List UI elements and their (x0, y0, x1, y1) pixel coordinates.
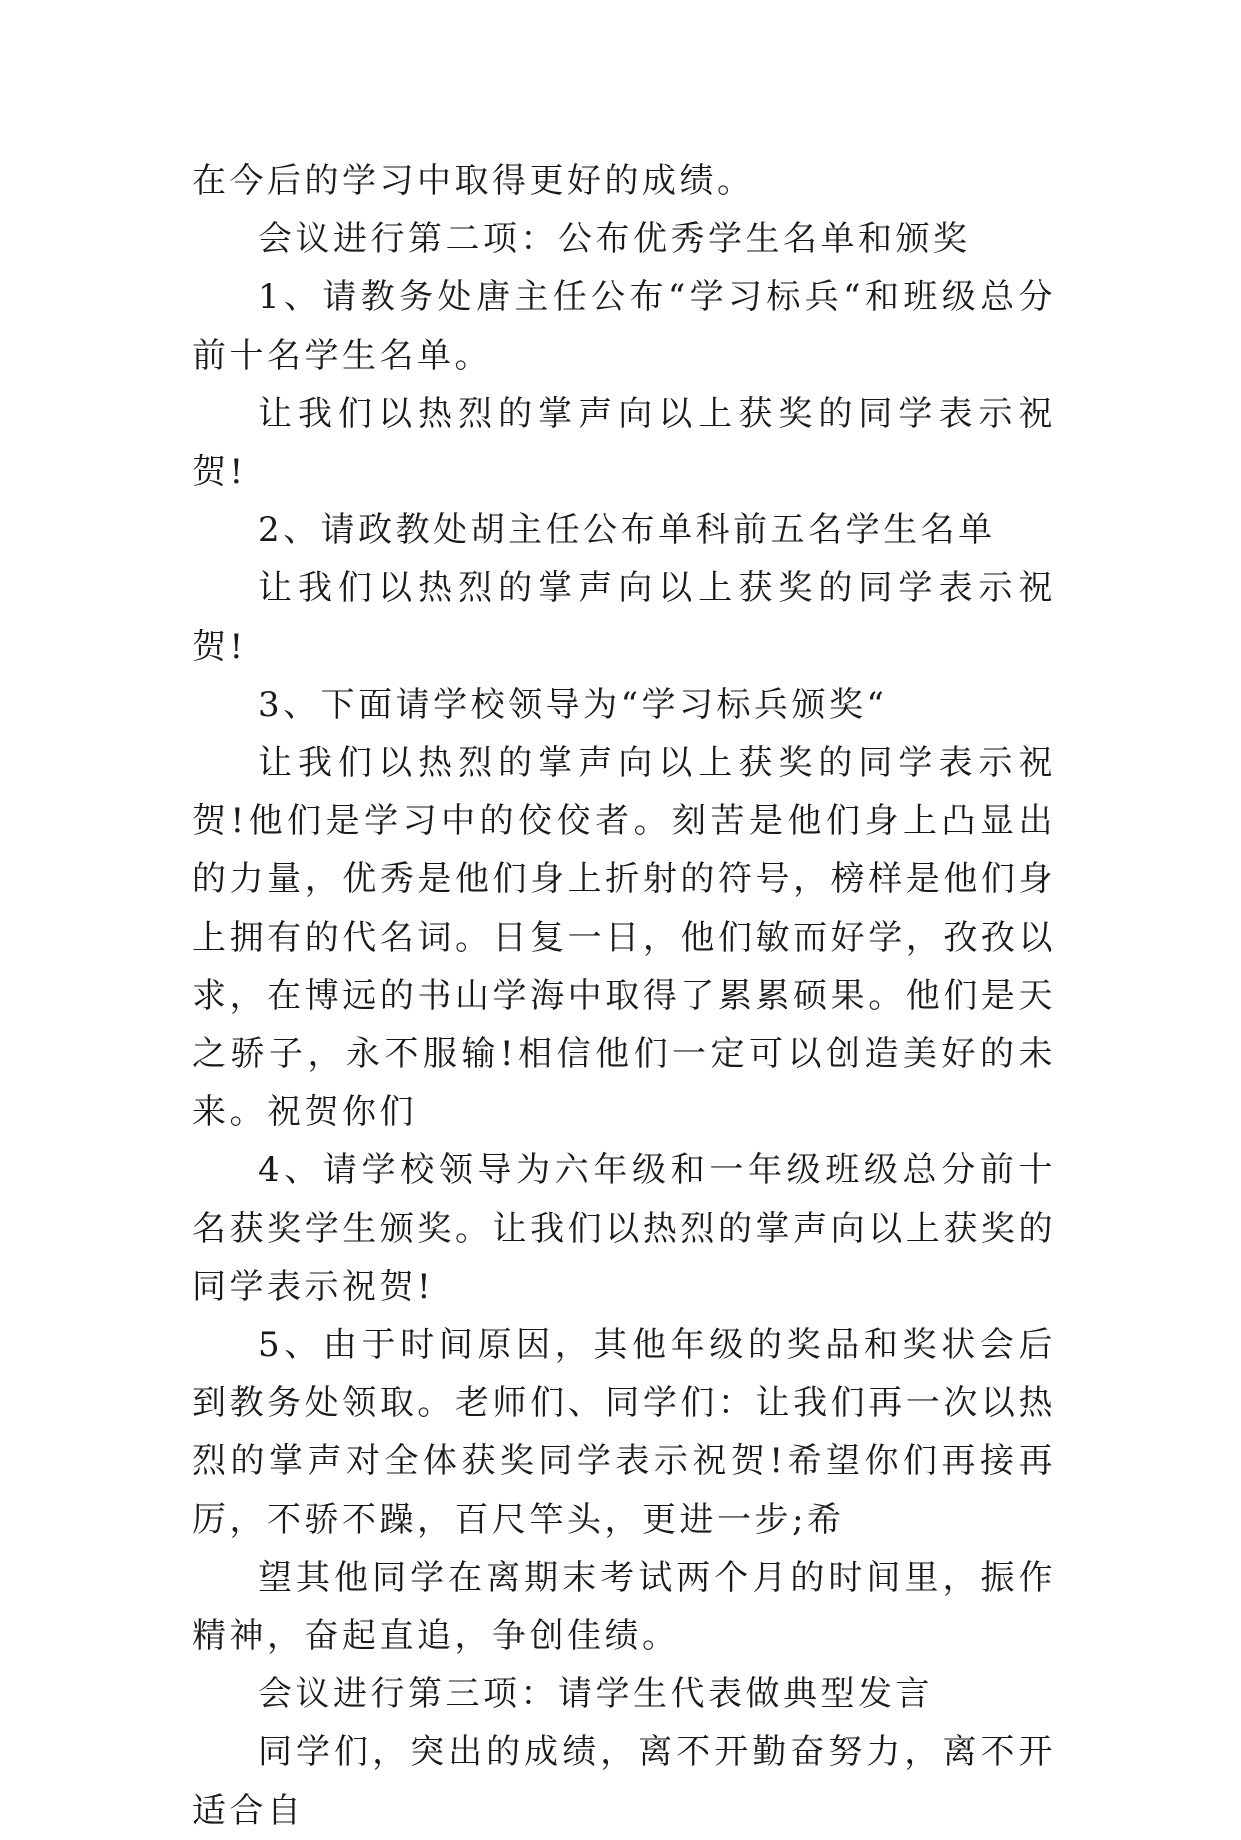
paragraph-13: 同学们，突出的成绩，离不开勤奋努力，离不开适合自 (192, 1732, 1056, 1831)
paragraph-9: 4、请学校领导为六年级和一年级班级总分前十名获奖学生颁奖。让我们以热烈的掌声向以上获奖的同学表示祝贺! (192, 1150, 1056, 1307)
paragraph-5: 2、请政教处胡主任公布单科前五名学生名单 (258, 510, 996, 551)
paragraph-2: 会议进行第二项：公布优秀学生名单和颁奖 (258, 219, 971, 260)
paragraph-3: 1、请教务处唐主任公布“学习标兵“和班级总分前十名学生名单。 (192, 277, 1056, 376)
paragraph-4: 让我们以热烈的掌声向以上获奖的同学表示祝贺! (192, 393, 1056, 493)
body-text (192, 152, 1056, 1840)
paragraph-1: 在今后的学习中取得更好的成绩。 (192, 161, 755, 201)
paragraph-7: 3、下面请学校领导为“学习标兵颁奖“ (258, 684, 888, 725)
paragraph-6: 让我们以热烈的掌声向以上获奖的同学表示祝贺! (192, 568, 1056, 667)
paragraph-12: 会议进行第三项：请学生代表做典型发言 (258, 1674, 933, 1715)
paragraph-10: 5、由于时间原因，其他年级的奖品和奖状会后到教务处领取。老师们、同学们：让我们再一次以热烈的掌声对全体获奖同学表示祝贺!希望你们再接再厉，不骄不躁，百尺竿头，更进一步;希 (192, 1325, 1056, 1540)
paragraph-11: 望其他同学在离期末考试两个月的时间里，振作精神，奋起直追，争创佳绩。 (192, 1557, 1056, 1657)
paragraph-8: 让我们以热烈的掌声向以上获奖的同学表示祝贺!他们是学习中的佼佼者。刻苦是他们身上凸显出的力量，优秀是他们身上折射的符号，榜样是他们身上拥有的代名词。日复一日，他们敏而好学，孜孜以求，在博远的书山学海中取得了累累硕果。他们是天之骄子，永不服输!相信他们一定可以创造美好的未来。祝贺你们 (192, 743, 1056, 1133)
